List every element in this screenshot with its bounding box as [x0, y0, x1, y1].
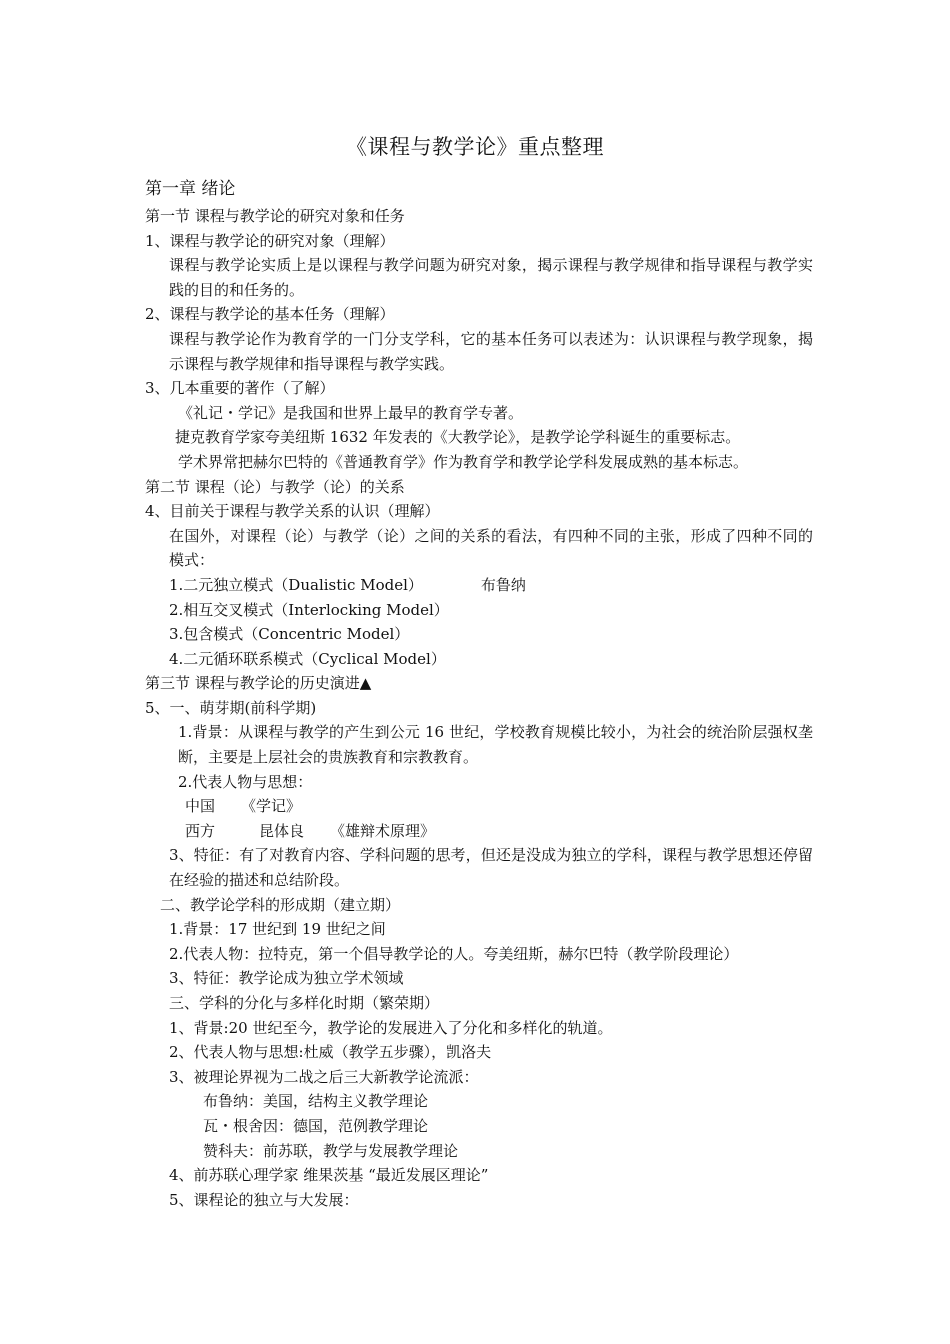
section-heading: 第一节 课程与教学论的研究对象和任务: [145, 207, 405, 225]
topic-heading: 3、几本重要的著作（了解）: [145, 379, 335, 398]
model-label: 1.二元独立模式（Dualistic Model）: [169, 575, 423, 594]
model-item: 4.二元循环联系模式（Cyclical Model）: [169, 649, 446, 668]
school-item: 瓦・根舍因：德国，范例教学理论: [203, 1116, 429, 1135]
topic-heading: 2、课程与教学论的基本任务（理解）: [145, 305, 395, 324]
topic-heading: 三、学科的分化与多样化时期（繁荣期）: [169, 994, 440, 1012]
topic-heading: 4、目前关于课程与教学关系的认识（理解）: [145, 502, 440, 521]
section-heading: 第二节 课程（论）与教学（论）的关系: [145, 477, 405, 496]
paragraph: 捷克教育学家夸美纽斯 1632 年发表的《大教学论》，是教学论学科诞生的重要标志。: [175, 428, 741, 447]
topic-heading: 1、课程与教学论的研究对象（理解）: [145, 231, 395, 250]
paragraph: 4、前苏联心理学家 维果茨基 “最近发展区理论”: [169, 1166, 489, 1185]
paragraph: 在国外，对课程（论）与教学（论）之间的关系的看法，有四种不同的主张，形成了四种不同的模式：: [169, 526, 813, 570]
chapter-heading: 第一章 绪论: [145, 179, 236, 199]
paragraph: 5、课程论的独立与大发展：: [169, 1190, 359, 1209]
paragraph: 3、被理论界视为二战之后三大新教学论流派：: [169, 1067, 479, 1086]
school-item: 赞科夫：前苏联，教学与发展教学理论: [203, 1141, 459, 1160]
representative-row: 西方 昆体良 《雄辩术原理》: [185, 821, 436, 840]
paragraph: 《礼记・学记》是我国和世界上最早的教育学专著。: [178, 403, 524, 422]
paragraph: 1、背景:20 世纪至今，教学论的发展进入了分化和多样化的轨道。: [169, 1018, 613, 1037]
paragraph: 2.代表人物与思想：: [178, 772, 313, 791]
section-heading: 第三节 课程与教学论的历史演进▲: [145, 674, 372, 693]
topic-heading: 二、教学论学科的形成期（建立期）: [160, 895, 401, 914]
paragraph: 3、特征：有了对教育内容、学科问题的思考，但还是没成为独立的学科，课程与教学思想还停留在经验的描述和总结阶段。: [169, 846, 813, 890]
representative-row: 中国 《学记》: [185, 797, 302, 816]
model-item: [145, 573, 813, 598]
paragraph: 课程与教学论作为教育学的一门分支学科，它的基本任务可以表述为：认识课程与教学现象，揭示课程与教学规律和指导课程与教学实践。: [169, 329, 813, 373]
paragraph: 1.背景：从课程与教学的产生到公元 16 世纪，学校教育规模比较小，为社会的统治阶层强权垄断，主要是上层社会的贵族教育和宗教教育。: [178, 723, 813, 767]
school-item: 布鲁纳：美国，结构主义教学理论: [203, 1092, 429, 1111]
paragraph: 学术界常把赫尔巴特的《普通教育学》作为教育学和教学论学科发展成熟的基本标志。: [178, 452, 749, 471]
document-title: 《课程与教学论》重点整理: [346, 135, 604, 159]
paragraph: 2、代表人物与思想:杜威（教学五步骤），凯洛夫: [169, 1043, 492, 1062]
model-item: 2.相互交叉模式（Interlocking Model）: [169, 600, 449, 619]
paragraph: 2.代表人物：拉特克，第一个倡导教学论的人。夸美纽斯，赫尔巴特（教学阶段理论）: [169, 944, 739, 963]
paragraph: 课程与教学论实质上是以课程与教学问题为研究对象，揭示课程与教学规律和指导课程与教学实践的目的和任务的。: [169, 256, 813, 299]
model-note: 布鲁纳: [480, 575, 526, 594]
document-body: [145, 176, 813, 1212]
paragraph: 3、特征：教学论成为独立学术领域: [169, 969, 404, 988]
topic-heading: 5、一、萌芽期(前科学期): [145, 698, 317, 717]
model-item: 3.包含模式（Concentric Model）: [169, 625, 410, 644]
paragraph: 1.背景：17 世纪到 19 世纪之间: [169, 920, 386, 939]
